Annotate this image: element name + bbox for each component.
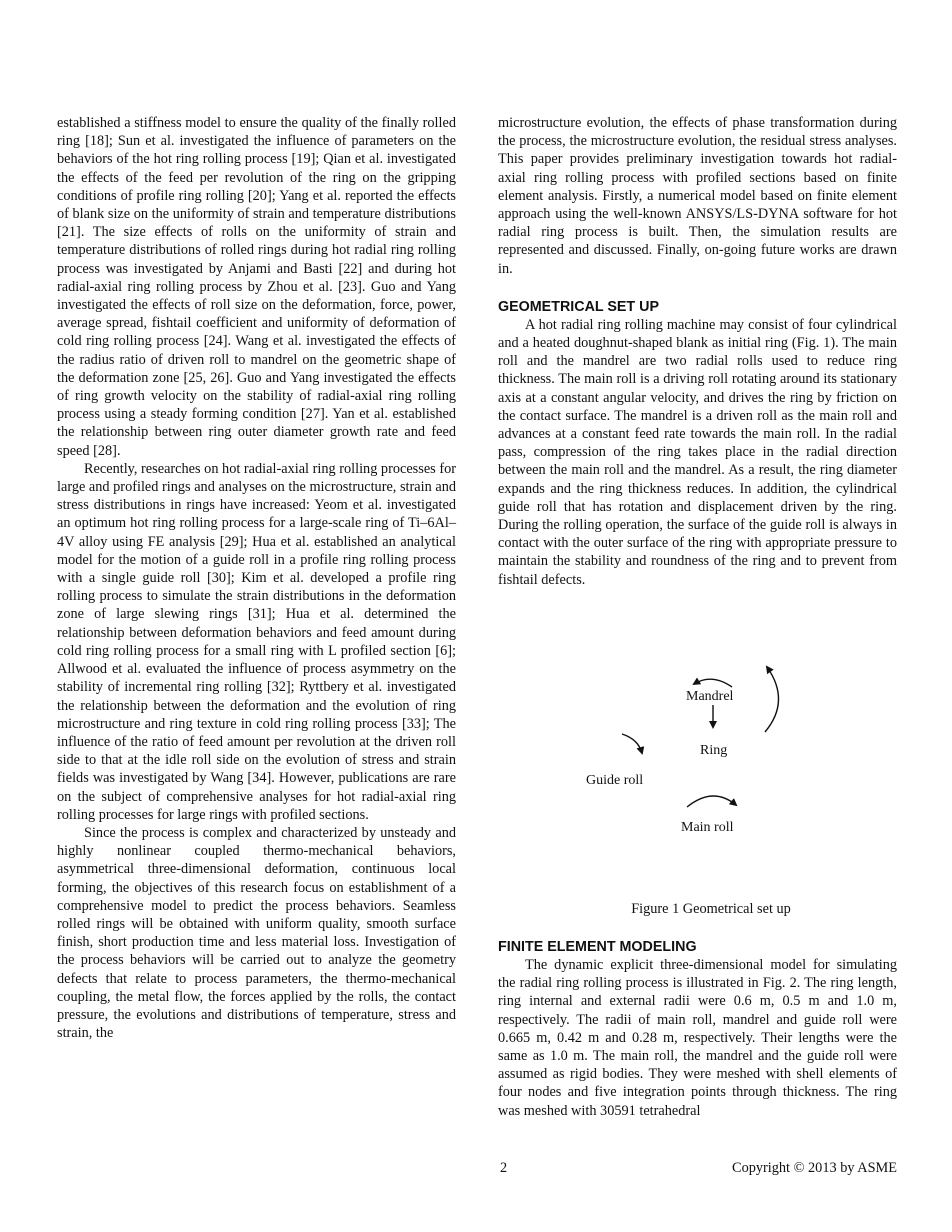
- right-paragraph-2: A hot radial ring rolling machine may consist of four cylindrical and a heated doughnut-shaped blank as initial ring (Fig. 1). The main roll and the mandrel are two radial rolls used to reduce ring thickness. The main roll is a driving roll rotating around its stationary axis at a constant angular velocity, and drives the ring by friction on the contact surface. The mandrel is a driven roll as the main roll and advances at a constant feed rate towards the main roll. In the radial pass, compression of the ring takes place in the radial direction between the main roll and the mandrel. As a result, the ring diameter expands and the ring thickness reduces. In addition, the cylindrical guide roll that has rotation and displacement driven by the ring. During the rolling operation, the surface of the guide roll is always in contact with the outer surface of the ring with appropriate pressure to maintain the stability and roundness of the ring and to prevent from fishtail defects.: [498, 316, 897, 588]
- left-paragraph-2: Recently, researches on hot radial-axial ring rolling processes for large and profiled rings and analyses on the microstructure, strain and stress distributions in rings have increased: Yeom et al. investigated an optimum hot ring rolling process for a large-scale ring of Ti–6Al–4V alloy using FE analysis [29]; Hua et al. established an analytical model for the motion of a guide roll in a profile ring rolling process with a single guide roll [30]; Kim et al. developed a profile ring rolling process to simulate the strain distributions in the deformation zone of large slewing rings [31]; Hua et al. determined the relationship between deformation behaviors and feed amount during cold ring rolling process for a small ring with L profiled section [6]; Allwood et al. evaluated the influence of process asymmetry on the stability of incremental ring rolling [32]; Ryttbery et al. investigated the relationship between the deformation and the evolution of ring microstructure and ring texture in cold ring rolling process [33]; The influence of the ratio of feed amount per revolution at the driven roll side to that at the idle roll side on the evolution of stress and strain fields was investigated by Wang [34]. However, publications are rare on the subject of comprehensive analyses for hot radial-axial ring rolling processes for large rings with profiled sections.: [57, 460, 456, 823]
- page-number: 2: [500, 1160, 508, 1176]
- guide-roll-label: Guide roll: [586, 773, 644, 788]
- right-paragraph-1: microstructure evolution, the effects of phase transformation during the process, the microstructure evolution, the residual stress analyses. This paper provides preliminary investigation towards hot radial-axial ring rolling process with profiled sections based on finite element analysis. Firstly, a numerical model based on finite element approach using the well-known ANSYS/LS-DYNA software for hot radial ring process is built. Then, the simulation results are represented and discussed. Finally, on-going future works are drawn in.: [498, 115, 897, 277]
- section-heading-geometrical-set-up: GEOMETRICAL SET UP: [498, 298, 659, 315]
- copyright-notice: Copyright © 2013 by ASME: [732, 1160, 897, 1176]
- right-paragraph-3: The dynamic explicit three-dimensional model for simulating the radial ring rolling process is illustrated in Fig. 2. The ring length, ring internal and external radii were 0.6 m, 0.5 m and 1.0 m, respectively. The radii of main roll, mandrel and guide roll were 0.665 m, 0.42 m and 0.28 m, respectively. Their lengths were the same as 1.0 m. The main roll, the mandrel and the guide roll were assumed as rigid bodies. They were meshed with shell elements of four nodes and five integration points through thickness. The ring was meshed with 30591 tetrahedral: [498, 957, 897, 1119]
- left-paragraph-1: established a stiffness model to ensure the quality of the finally rolled ring [18]; Sun et al. investigated the influence of parameters on the behaviors of the hot ring rolling process [19]; Qian et al. investigated the effects of the feed per revolution of the ring on the gripping conditions of profile ring rolling [20]; Yang et al. reported the effects of blank size on the uniformity of strain and temperature distributions [21]. The size effects of rolls on the uniformity of strain and temperature distributions of rolled rings during hot radial ring rolling process was investigated by Anjami and Basti [22] and during hot radial-axial ring rolling process by Zhou et al. [23]. Guo and Yang investigated the effects of roll size on the deformation, force, power, average spread, fishtail coefficient and uniformity of deformation of cold ring rolling process [24]. Wang et al. investigated the effects of the radius ratio of driven roll to mandrel on the geometric shape of the deformation zone [25, 26]. Guo and Yang investigated the effects of ring growth velocity on the stability of radial-axial ring rolling process using a steady forming condition [27]. Yan et al. established the relationship between ring outer diameter growth rate and feed speed [28].: [57, 115, 456, 459]
- left-paragraph-3: Since the process is complex and characterized by unsteady and highly nonlinear coupled thermo-mechanical behaviors, asymmetrical three-dimensional deformation, continuous local forming, the objectives of this research focus on establishment of a comprehensive model to predict the process behaviors. Seamless rolled rings will be obtained with uniform quality, smooth surface finish, short production time and less material loss. Investigation of the process behaviors will be carried out to analyze the geometry defects that relate to process parameters, the thermo-mechanical coupling, the metal flow, the forces applied by the rolls, the contact pressure, the evolutions and distributions of temperature, stress and strain, the: [57, 824, 456, 1042]
- left-column: [57, 114, 456, 1042]
- right-column-lower: [498, 938, 897, 1120]
- guide-roll-rotation-arrow: [622, 734, 642, 753]
- figure-1-arrows: [580, 655, 800, 845]
- ring-rotation-arrow: [765, 667, 779, 732]
- mandrel-label: Mandrel: [686, 689, 734, 704]
- figure-1-diagram: [580, 655, 800, 845]
- mandrel-rotation-arrow: [694, 679, 732, 687]
- main-roll-label: Main roll: [681, 820, 734, 835]
- section-heading-finite-element-modeling: FINITE ELEMENT MODELING: [498, 939, 697, 955]
- figure-1-caption: Figure 1 Geometrical set up: [631, 901, 791, 917]
- main-roll-rotation-arrow: [687, 796, 736, 807]
- ring-label: Ring: [700, 743, 728, 758]
- right-column: [498, 114, 897, 589]
